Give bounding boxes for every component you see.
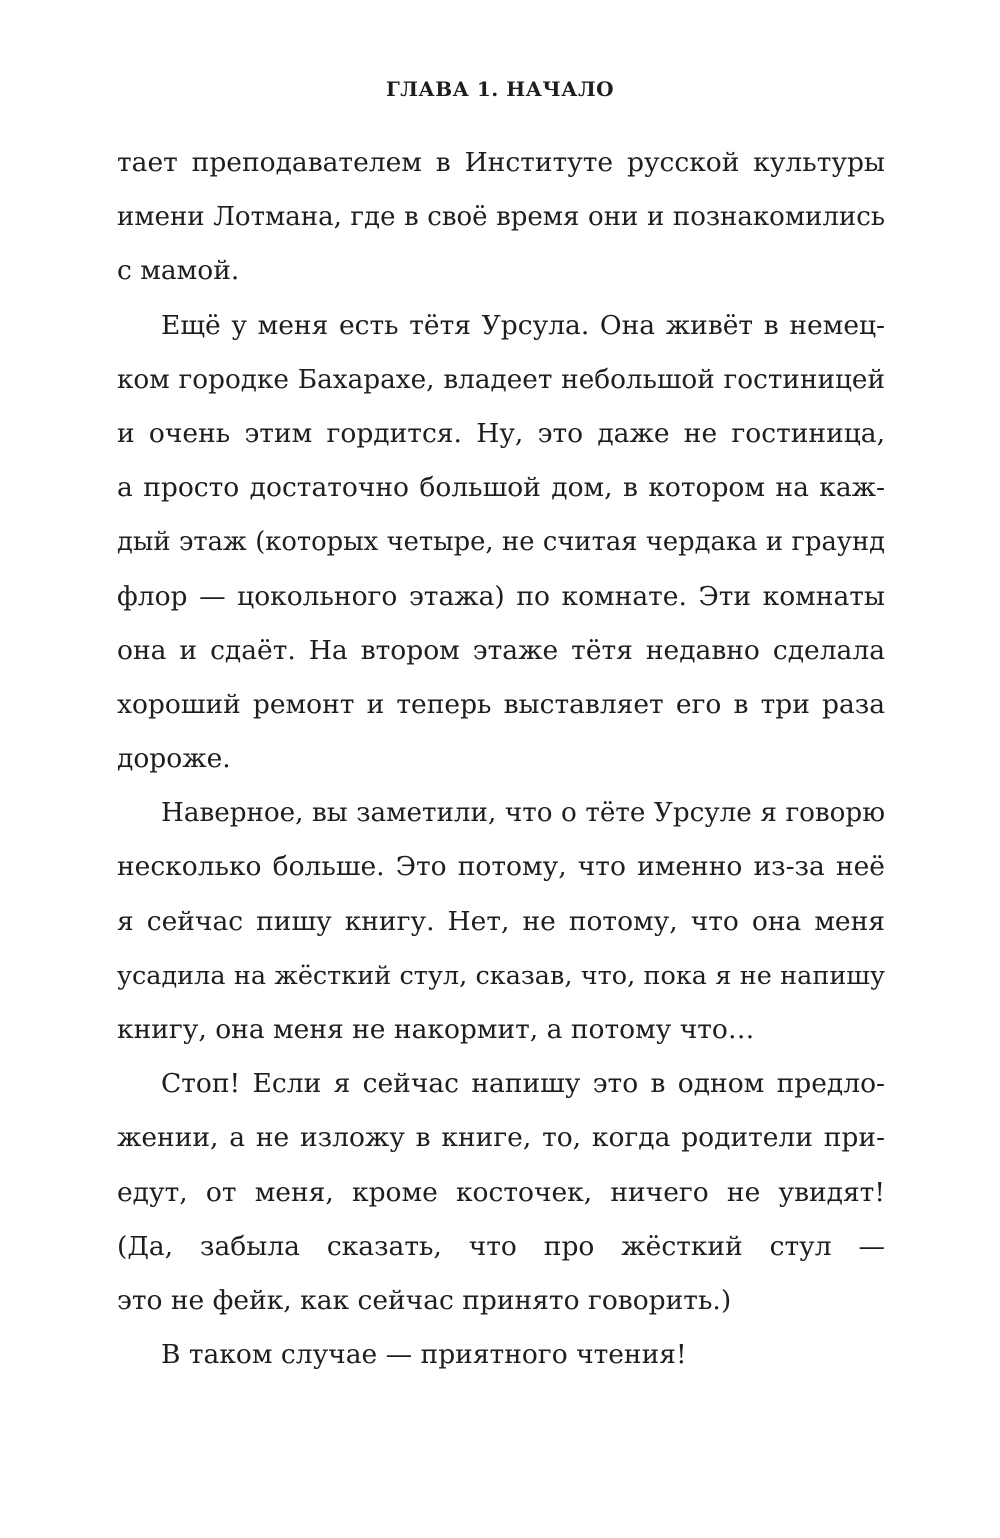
text-line: несколько больше. Это потому, что именно из-за неё: [117, 851, 885, 883]
text-line: книгу, она меня не накормит, а потому что…: [117, 1014, 755, 1045]
paragraph: [117, 786, 885, 1057]
text-line: жении, а не изложу в книге, то, когда родители при-: [117, 1122, 885, 1154]
text-line: и очень этим гордится. Ну, это даже не гостиница,: [117, 417, 885, 449]
paragraph: [117, 136, 885, 299]
text-line: (Да, забыла сказать, что про жёсткий стул —: [117, 1230, 885, 1262]
text-line: имени Лотмана, где в своё время они и познакомились: [117, 202, 885, 233]
body-text: [117, 136, 885, 1382]
text-line: ком городке Бахарахе, владеет небольшой гостиницей: [117, 364, 885, 395]
paragraph: [117, 299, 885, 787]
text-line: с мамой.: [117, 255, 240, 287]
text-line: Наверное, вы заметили, что о тёте Урсуле я говорю: [161, 798, 885, 829]
text-line: дый этаж (которых четыре, не считая чердака и граунд: [117, 527, 885, 558]
text-line: Стоп! Если я сейчас напишу это в одном предло-: [161, 1068, 885, 1100]
text-line: Ещё у меня есть тётя Урсула. Она живёт в немец-: [161, 309, 885, 341]
text-line: хороший ремонт и теперь выставляет его в три раза: [117, 688, 885, 720]
text-line: дороже.: [117, 743, 231, 775]
running-header: ГЛАВА 1. НАЧАЛО: [385, 77, 615, 101]
paragraph: [117, 1057, 885, 1328]
text-line: В таком случае — приятного чтения!: [161, 1339, 687, 1371]
text-line: а просто достаточно большой дом, в котором на каж-: [117, 472, 885, 504]
paragraph: [117, 1328, 885, 1382]
text-line: это не фейк, как сейчас принято говорить.): [117, 1284, 732, 1316]
text-line: усадила на жёсткий стул, сказав, что, пока я не напишу: [117, 960, 885, 991]
text-line: едут, от меня, кроме косточек, ничего не увидят!: [117, 1176, 885, 1208]
text-line: флор — цокольного этажа) по комнате. Эти комнаты: [117, 580, 885, 612]
text-line: она и сдаёт. На втором этаже тётя недавно сделала: [117, 634, 885, 666]
text-line: я сейчас пишу книгу. Нет, не потому, что она меня: [117, 905, 885, 937]
text-line: тает преподавателем в Институте русской культуры: [117, 147, 885, 178]
